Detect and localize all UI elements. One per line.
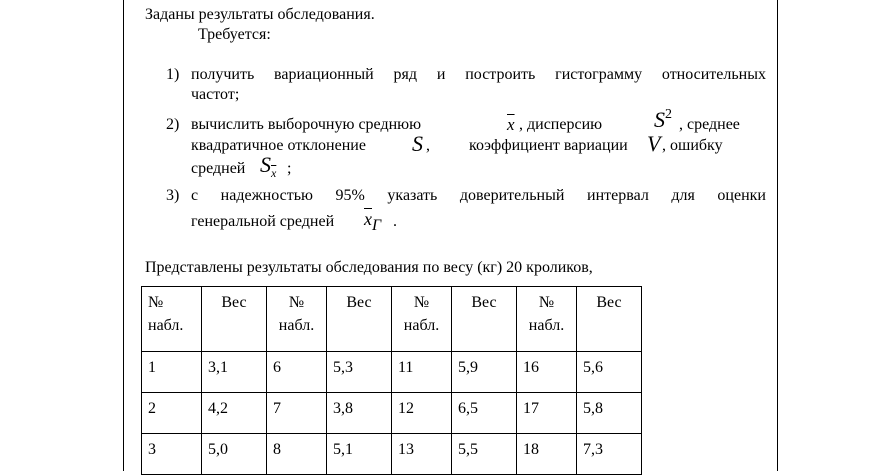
task-1-number: 1) [166,66,180,83]
table-cell: 5,3 [327,352,392,393]
general-mean-subscript: Г [372,217,382,234]
header-weight-3: Вес [452,287,517,352]
table-row [142,434,642,475]
task-2-p4: квадратичное отклонение [191,137,366,154]
header-weight-1: Вес [202,287,267,352]
task-2-p6: коэффициент вариации [469,137,628,154]
intro-text: Представлены результаты обследования по весу (кг) 20 кроликов, [145,259,593,276]
table-cell: 16 [517,352,577,393]
table-cell: 5,5 [452,434,517,475]
table-cell: 1 [142,352,202,393]
task-2-p9: ; [287,160,292,177]
table-cell: 5,8 [577,393,642,434]
table-cell: 3,8 [327,393,392,434]
mean-error-s: S [260,152,271,177]
table-cell: 6 [267,352,327,393]
header-weight-4: Вес [577,287,642,352]
header-weight-2: Вес [327,287,392,352]
header-no-3 [392,287,452,352]
table-cell: 7,3 [577,434,642,475]
task-2-p2: , дисперсию [519,116,603,133]
header-no-abbr: набл. [403,317,440,334]
required-label: Требуется: [198,26,271,43]
table-cell: 13 [392,434,452,475]
heading: Заданы результаты обследования. [145,6,375,23]
table-cell: 4,2 [202,393,267,434]
header-no-abbr: набл. [148,317,184,334]
variation-coefficient-symbol: V [647,131,661,156]
table-header-row [142,287,642,352]
table-cell: 3 [142,434,202,475]
header-no-symbol: № [288,294,305,311]
weights-table [141,286,642,475]
table-cell: 17 [517,393,577,434]
table-row [142,393,642,434]
header-no-abbr: набл. [278,317,315,334]
table-cell: 7 [267,393,327,434]
task-2-p7: , ошибку [662,137,723,154]
task-2-p3: , среднее [679,116,740,133]
std-dev-symbol: S [412,131,423,156]
variance-exponent: 2 [665,107,672,122]
table-cell: 5,1 [327,434,392,475]
table-cell: 5,0 [202,434,267,475]
header-no-symbol: № [413,294,430,311]
table-cell: 6,5 [452,393,517,434]
table-cell: 11 [392,352,452,393]
task-2-p8: средней [191,160,246,177]
header-no-4 [517,287,577,352]
table-cell: 5,6 [577,352,642,393]
variance-s: S [654,107,665,132]
general-mean-symbol [364,209,382,234]
task-2-p1: вычислить выборочную среднюю [191,116,422,133]
table-row [142,352,642,393]
mean-error-symbol [260,152,277,180]
general-mean-x: $\overline{x}$ [364,209,372,229]
header-no-abbr: набл. [528,317,565,334]
sample-mean-symbol: $\overline{x}$ [507,115,515,134]
table-cell: 8 [267,434,327,475]
task-1-line-2: частот; [191,86,240,103]
task-3-number: 3) [166,187,180,204]
header-no-2 [267,287,327,352]
table-cell: 2 [142,393,202,434]
header-no-1 [142,287,202,352]
task-3-p3: . [393,213,397,230]
task-2-p5: , [426,137,430,154]
header-no-symbol: № [148,294,164,311]
table-cell: 12 [392,393,452,434]
task-1-line-1: получить вариационный ряд и построить гистограмму относительных [191,66,766,83]
mean-error-subscript: x [271,166,277,180]
table-cell: 5,9 [452,352,517,393]
table-cell: 18 [517,434,577,475]
task-3-p2: генеральной средней [191,213,335,230]
task-3-line-1: с надежностью 95% указать доверительный интервал для оценки [191,187,766,204]
header-no-symbol: № [538,294,555,311]
table-cell: 3,1 [202,352,267,393]
task-2-number: 2) [166,116,180,133]
